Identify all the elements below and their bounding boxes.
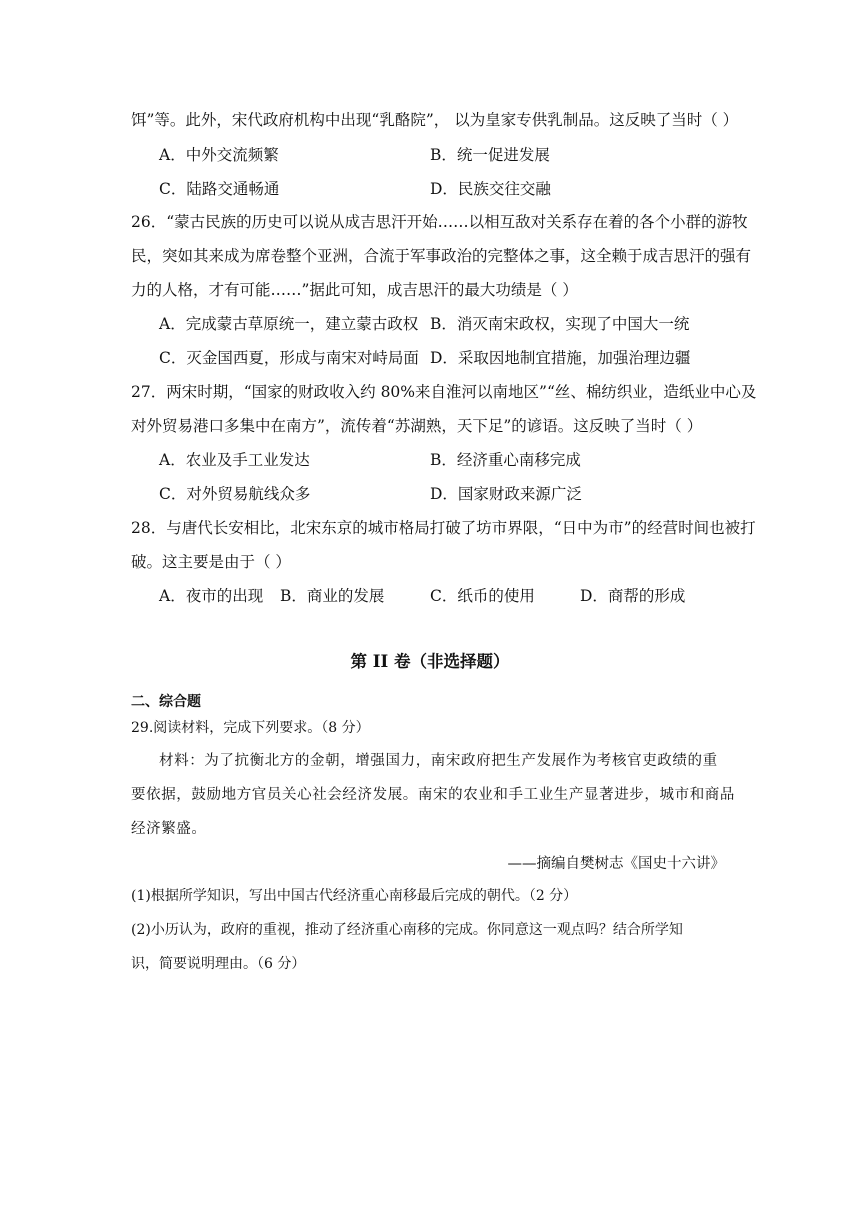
q27-option-b: B．经济重心南移完成 (430, 451, 581, 469)
q26-option-c: C．灭金国西夏，形成与南宋对峙局面 (159, 349, 419, 367)
q27-stem-line-2: 对外贸易港口多集中在南方”，流传着“苏湖熟，天下足”的谚语。这反映了当时（ ） (131, 417, 703, 435)
q28-stem-line-2: 破。这主要是由于（ ） (131, 553, 291, 571)
q26-option-d: D．采取因地制宜措施，加强治理边疆 (430, 349, 691, 367)
q25-option-a: A．中外交流频繁 (159, 146, 279, 164)
q26-stem-line-3: 力的人格，才有可能……”据此可知，成吉思汗的最大功绩是（ ） (131, 281, 578, 299)
q28-option-a: A．夜市的出现 (159, 587, 264, 605)
q28-stem-line-1: 28．与唐代长安相比，北宋东京的城市格局打破了坊市界限，“日中为市”的经营时间也被打 (131, 519, 756, 537)
q28-option-d: D．商帮的形成 (580, 587, 686, 605)
material-source: ——摘编自樊树志《国史十六讲》 (507, 856, 725, 872)
q29-subquestion-2-line-1: (2)小历认为，政府的重视，推动了经济重心南移的完成。你同意这一观点吗？结合所学知 (131, 922, 683, 938)
q25-option-d: D．民族交往交融 (430, 180, 551, 198)
q27-option-c: C．对外贸易航线众多 (159, 485, 311, 503)
q25-stem-tail: 饵”等。此外，宋代政府机构中出现“乳酪院”， 以为皇家专供乳制品。这反映了当时（ ） (131, 111, 739, 129)
section-heading: 二、综合题 (131, 694, 201, 710)
q26-option-b: B．消灭南宋政权，实现了中国大一统 (430, 315, 690, 333)
q26-stem-line-1: 26．“蒙古民族的历史可以说从成吉思汗开始……以相互敌对关系存在着的各个小群的游牧 (131, 213, 748, 231)
q25-option-b: B．统一促进发展 (430, 146, 550, 164)
material-line-1: 材料：为了抗衡北方的金朝，增强国力，南宋政府把生产发展作为考核官吏政绩的重 (159, 753, 718, 769)
q26-option-a: A．完成蒙古草原统一，建立蒙古政权 (159, 315, 419, 333)
part-2-title: 第 II 卷（非选择题） (350, 652, 510, 671)
q27-option-d: D．国家财政来源广泛 (430, 485, 582, 503)
material-line-3: 经济繁盛。 (131, 821, 207, 837)
q26-stem-line-2: 民，突如其来成为席卷整个亚洲，合流于军事政治的完整体之事，这全赖于成吉思汗的强有 (131, 247, 752, 265)
q29-subquestion-2-line-2: 识，简要说明理由。（6 分） (131, 956, 306, 972)
q28-option-c: C．纸币的使用 (430, 587, 535, 605)
q29-intro: 29.阅读材料，完成下列要求。（8 分） (131, 720, 370, 736)
q29-subquestion-1: (1)根据所学知识，写出中国古代经济重心南移最后完成的朝代。（2 分） (131, 888, 578, 904)
material-line-2: 要依据，鼓励地方官员关心社会经济发展。南宋的农业和手工业生产显著进步，城市和商品 (131, 787, 735, 803)
q28-option-b: B．商业的发展 (280, 587, 385, 605)
q27-stem-line-1: 27．两宋时期，“国家的财政收入约 80%来自淮河以南地区”“丝、棉纺织业，造纸业中心及 (131, 383, 757, 401)
q25-option-c: C．陆路交通畅通 (159, 180, 280, 198)
q27-option-a: A．农业及手工业发达 (159, 451, 310, 469)
